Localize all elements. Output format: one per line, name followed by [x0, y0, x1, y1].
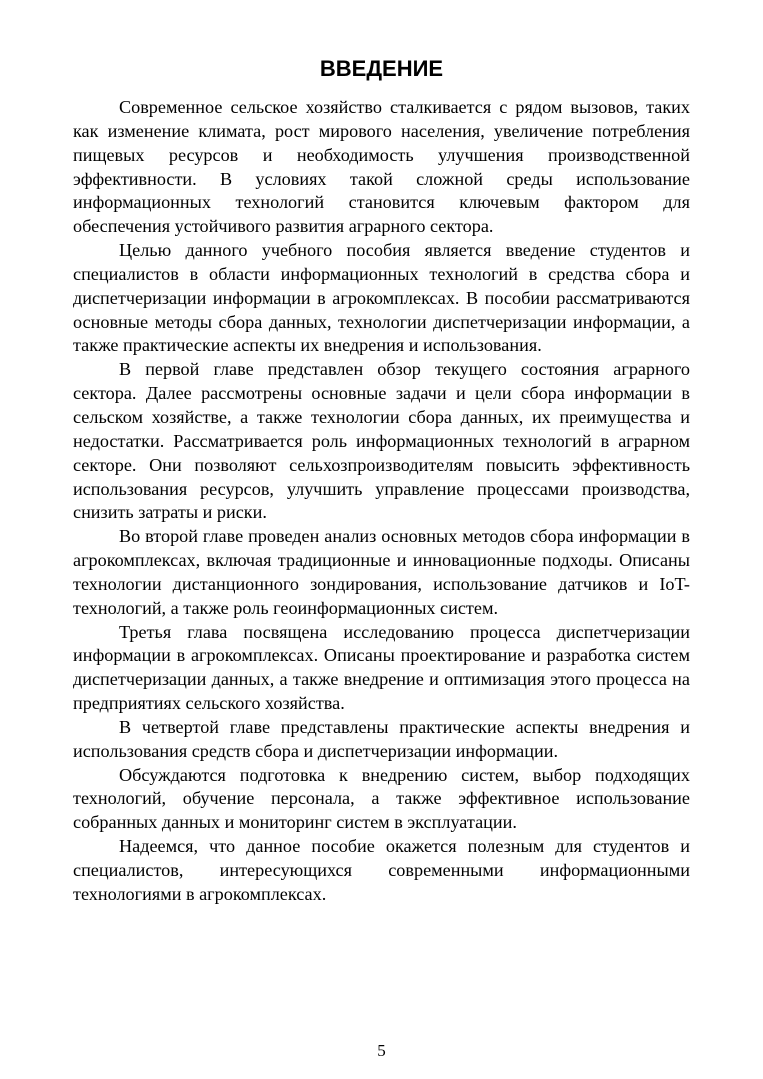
page-number: 5 — [377, 1041, 386, 1060]
paragraph-chapter-1: В первой главе представлен обзор текущего состояния аграрного сектора. Далее рассмотрены основные задачи и цели сбора информации в сельском хозяйстве, а также технологии сбора данных, их преимущества и недостатки. Рассматривается роль информационных технологий в аграрном секторе. Они позволяют сельхозпроизводителям повысить эффективность использования ресурсов, улучшить управление процессами производства, снизить затраты и риски. — [73, 359, 690, 523]
paragraph-chapter-2: Во второй главе проведен анализ основных методов сбора информации в агрокомплексах, включая традиционные и инновационные подходы. Описаны технологии дистанционного зондирования, использование датчиков и IoT-технологий, а также роль геоинформационных систем. — [73, 526, 690, 618]
body-text — [73, 96, 690, 907]
paragraph-intro: Современное сельское хозяйство сталкивается с рядом вызовов, таких как изменение климата, рост мирового населения, увеличение потребления пищевых ресурсов и необходимость улучшения производственной эффективности. В условиях такой сложной среды использование информационных технологий становится ключевым фактором для обеспечения устойчивого развития аграрного сектора. — [73, 97, 690, 237]
paragraph-chapter-4: В четвертой главе представлены практические аспекты внедрения и использования средств сбора и диспетчеризации информации. — [73, 716, 690, 761]
paragraph-chapter-3: Третья глава посвящена исследованию процесса диспетчеризации информации в агрокомплексах. Описаны проектирование и разработка систем диспетчеризации данных, а также внедрение и оптимизация этого процесса на предприятиях сельского хозяйства. — [73, 621, 690, 714]
paragraph-goal: Целью данного учебного пособия является введение студентов и специалистов в области информационных технологий в средства сбора и диспетчеризации информации в агрокомплексах. В пособии рассматриваются основные методы сбора данных, технологии диспетчеризации информации, а также практические аспекты их внедрения и использования. — [73, 240, 690, 356]
paragraph-implementation: Обсуждаются подготовка к внедрению систем, выбор подходящих технологий, обучение персонала, а также эффективное использование собранных данных и мониторинг систем в эксплуатации. — [73, 764, 690, 833]
paragraph-closing: Надеемся, что данное пособие окажется полезным для студентов и специалистов, интересующихся современными информационными технологиями в агрокомплексах. — [73, 836, 690, 904]
page-title: ВВЕДЕНИЕ — [319, 56, 444, 81]
